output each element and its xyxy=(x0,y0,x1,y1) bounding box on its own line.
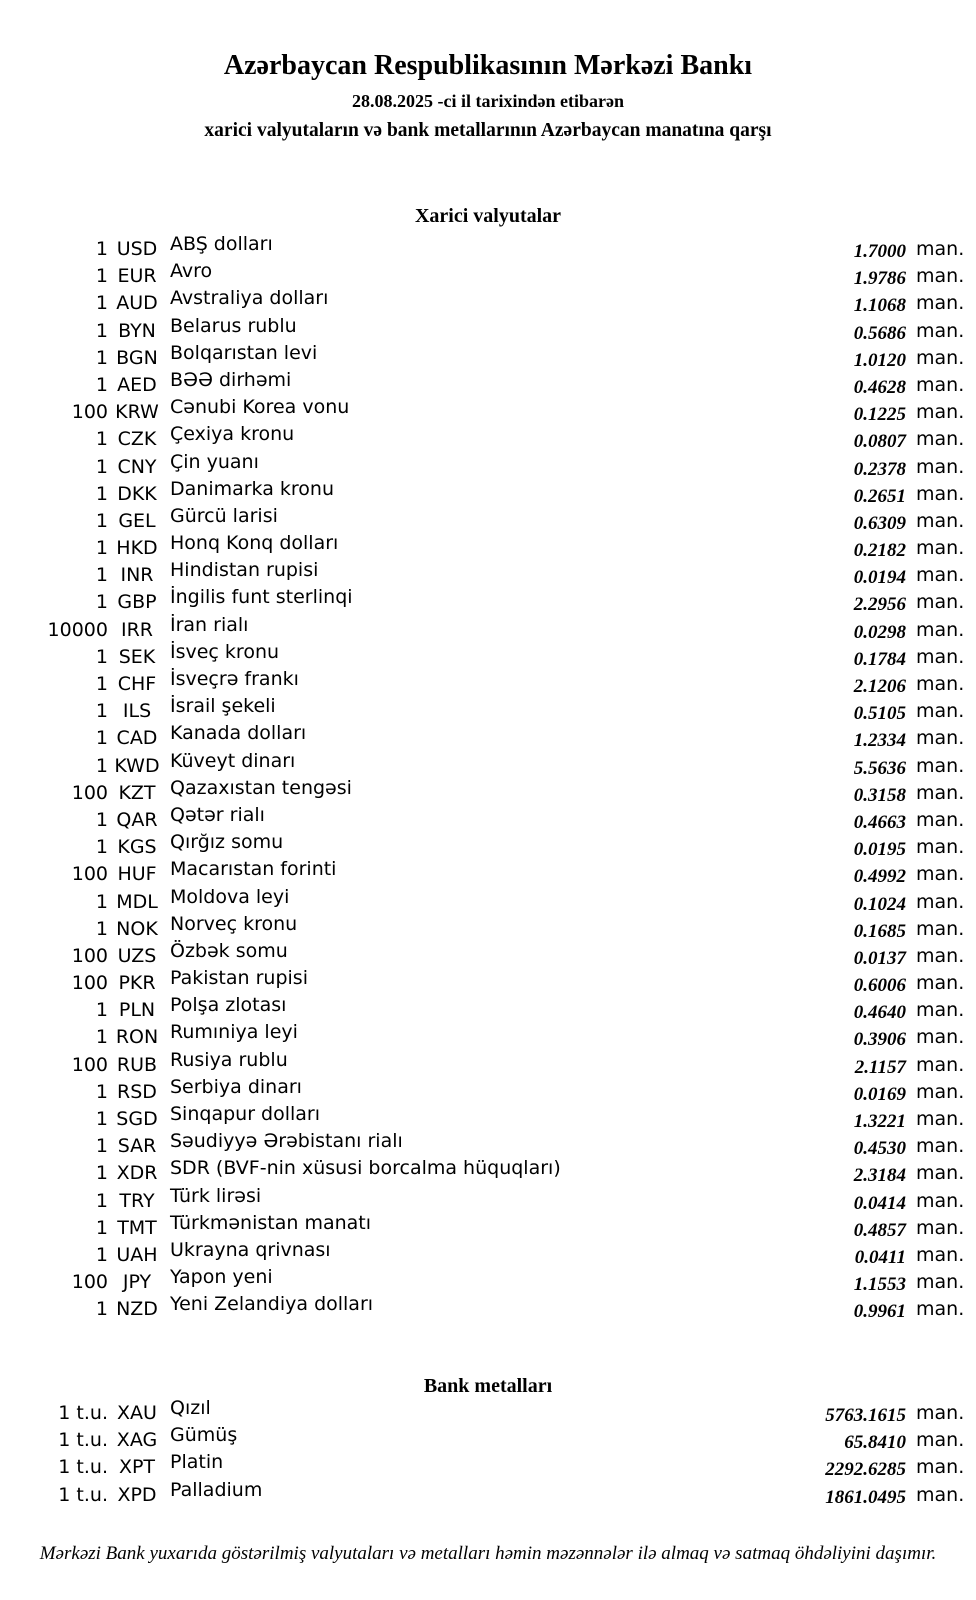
unit-label: man. xyxy=(916,754,965,777)
rate-value: 0.6309 xyxy=(853,512,906,534)
unit-label: man. xyxy=(916,537,965,560)
currency-code: BGN xyxy=(116,346,158,369)
currency-code: RUB xyxy=(116,1053,158,1076)
unit-label: man. xyxy=(916,591,965,614)
currency-name: Özbək somu xyxy=(170,939,288,962)
unit-label: man. xyxy=(916,401,965,424)
currency-name: Avro xyxy=(170,260,213,283)
quantity: 100 xyxy=(71,401,108,424)
rate-value: 0.0137 xyxy=(853,947,906,969)
currency-name: Bolqarıstan levi xyxy=(170,341,318,364)
rate-value: 0.0194 xyxy=(853,567,906,589)
unit-label: man. xyxy=(916,1189,965,1212)
currency-name: Küveyt dinarı xyxy=(170,749,296,772)
currency-name: Pakistan rupisi xyxy=(170,967,308,990)
currency-code: NOK xyxy=(116,917,158,940)
unit-label: man. xyxy=(916,700,965,723)
currency-code: SGD xyxy=(116,1108,158,1130)
rate-value: 1.2334 xyxy=(853,730,906,752)
currency-name: İngilis funt sterlinqi xyxy=(170,586,353,609)
quantity: 10000 xyxy=(47,618,108,641)
currency-name: Səudiyyə Ərəbistanı rialı xyxy=(170,1130,403,1153)
currency-code: XPT xyxy=(118,1456,156,1479)
currency-code: KZT xyxy=(118,781,156,804)
rate-value: 0.4857 xyxy=(853,1219,906,1241)
quantity: 1 t.u. xyxy=(58,1483,108,1506)
currency-name: Çexiya kronu xyxy=(170,423,295,446)
currency-name: Gümüş xyxy=(170,1424,238,1447)
rate-value: 0.2651 xyxy=(853,485,906,507)
currency-code: XDR xyxy=(116,1162,158,1185)
currency-code: INR xyxy=(120,564,154,587)
quantity: 1 xyxy=(95,700,108,723)
unit-label: man. xyxy=(916,972,965,995)
rate-value: 1.3221 xyxy=(853,1111,906,1132)
unit-label: man. xyxy=(916,1243,965,1266)
quantity: 1 xyxy=(95,754,108,777)
currency-code: KWD xyxy=(114,754,160,777)
quantity: 100 xyxy=(71,863,108,886)
unit-label: man. xyxy=(916,863,965,886)
quantity: 1 xyxy=(95,1135,108,1158)
unit-label: man. xyxy=(916,808,965,831)
unit-label: man. xyxy=(916,1026,965,1049)
rate-value: 0.9961 xyxy=(853,1301,906,1323)
currency-name: Serbiya dinarı xyxy=(170,1075,302,1098)
currency-name: SDR (BVF-nin xüsusi borcalma hüquqları) xyxy=(170,1157,561,1180)
currency-code: XAU xyxy=(117,1402,157,1424)
quantity: 1 xyxy=(95,836,108,859)
quantity: 1 xyxy=(95,1243,108,1266)
currency-code: JPY xyxy=(122,1271,152,1294)
currency-name: Sinqapur dolları xyxy=(170,1103,321,1125)
currency-name: Norveç kronu xyxy=(170,912,298,935)
currency-name: İran rialı xyxy=(170,613,249,636)
quantity: 1 xyxy=(95,265,108,288)
quantity: 1 xyxy=(95,727,108,750)
currency-name: İsveç kronu xyxy=(170,640,280,663)
quantity: 1 xyxy=(95,1189,108,1212)
rate-value: 2.2956 xyxy=(853,594,906,616)
unit-label: man. xyxy=(916,917,965,940)
unit-label: man. xyxy=(916,673,965,695)
unit-label: man. xyxy=(916,1483,965,1506)
currency-name: Türkmənistan manatı xyxy=(170,1211,372,1234)
currency-name: BƏƏ dirhəmi xyxy=(170,368,292,391)
unit-label: man. xyxy=(916,482,965,505)
currency-name: Rumıniya leyi xyxy=(170,1021,298,1044)
unit-label: man. xyxy=(916,509,965,532)
currency-name: İsrail şekeli xyxy=(170,695,276,718)
unit-label: man. xyxy=(916,1108,965,1130)
currency-code: CNY xyxy=(117,455,157,478)
rate-value: 0.4640 xyxy=(853,1002,906,1024)
currency-name: Türk lirəsi xyxy=(170,1184,262,1207)
rate-value: 0.3906 xyxy=(853,1029,906,1051)
unit-label: man. xyxy=(916,645,965,668)
rate-value: 0.1685 xyxy=(853,920,906,942)
rate-row xyxy=(0,1293,976,1323)
rate-value: 0.1225 xyxy=(853,404,906,426)
rate-value: 0.3158 xyxy=(853,784,906,806)
unit-label: man. xyxy=(916,428,965,451)
currency-code: UZS xyxy=(117,944,157,967)
quantity: 1 xyxy=(95,373,108,396)
rate-row xyxy=(0,1478,976,1509)
currency-name: Rusiya rublu xyxy=(170,1048,288,1071)
rate-value: 0.4992 xyxy=(853,866,906,888)
page-title: Azərbaycan Respublikasının Mərkəzi Bankı xyxy=(223,50,753,81)
currency-code: USD xyxy=(116,238,158,260)
rate-value: 0.0195 xyxy=(853,839,906,861)
currency-code: RON xyxy=(115,1026,159,1049)
currency-code: GBP xyxy=(117,591,157,614)
unit-label: man. xyxy=(916,1216,965,1239)
unit-label: man. xyxy=(916,346,965,369)
currency-name: Çin yuanı xyxy=(170,450,259,473)
rate-value: 1.7000 xyxy=(853,241,906,262)
currency-code: IRR xyxy=(120,618,153,641)
currency-code: MDL xyxy=(116,890,158,913)
rate-value: 0.2378 xyxy=(853,458,906,480)
currency-name: Qırğız somu xyxy=(170,831,284,854)
rate-value: 5763.1615 xyxy=(825,1405,906,1426)
currency-code: RSD xyxy=(117,1080,157,1103)
rate-value: 0.5686 xyxy=(853,322,906,344)
currency-name: Yapon yeni xyxy=(170,1266,273,1289)
quantity: 1 xyxy=(95,1026,108,1049)
unit-label: man. xyxy=(916,1402,965,1424)
unit-label: man. xyxy=(916,1080,965,1103)
currency-name: Qızıl xyxy=(170,1397,211,1419)
rate-value: 1.0120 xyxy=(853,349,906,371)
rate-value: 5.5636 xyxy=(853,757,906,779)
rate-value: 0.1784 xyxy=(853,648,906,670)
currency-code: KRW xyxy=(115,401,159,424)
currency-name: Qazaxıstan tengəsi xyxy=(170,776,352,799)
currency-code: PLN xyxy=(118,999,156,1022)
rate-value: 1.9786 xyxy=(853,268,906,290)
quantity: 1 xyxy=(95,346,108,369)
quantity: 100 xyxy=(71,972,108,995)
currencies-section-title: Xarici valyutalar xyxy=(414,205,562,227)
quantity: 1 xyxy=(95,292,108,315)
unit-label: man. xyxy=(916,1456,965,1479)
rate-value: 0.0807 xyxy=(853,431,906,453)
rate-value: 0.2182 xyxy=(853,540,906,562)
metals-table xyxy=(0,1397,976,1509)
rate-value: 0.4628 xyxy=(853,376,906,398)
currency-name: Avstraliya dolları xyxy=(170,287,329,310)
quantity: 1 xyxy=(95,455,108,478)
unit-label: man. xyxy=(916,890,965,913)
rate-value: 2.1157 xyxy=(854,1056,906,1078)
quantity: 1 xyxy=(95,509,108,532)
rate-value: 2292.6285 xyxy=(825,1459,906,1481)
rate-value: 0.1024 xyxy=(853,893,906,915)
currency-code: TMT xyxy=(117,1216,157,1239)
currency-code: TRY xyxy=(119,1189,155,1212)
rate-value: 0.4663 xyxy=(853,811,906,833)
quantity: 100 xyxy=(71,944,108,967)
unit-label: man. xyxy=(916,564,965,587)
obligation-note: Mərkəzi Bank yuxarıda göstərilmiş valyutaları və metalları həmin məzənnələr ilə almaq və satmaq öhdəliyini daşımır. xyxy=(39,1543,937,1564)
quantity: 1 xyxy=(95,999,108,1022)
rate-value: 1861.0495 xyxy=(825,1486,906,1508)
currency-code: NZD xyxy=(116,1298,158,1321)
rate-value: 2.1206 xyxy=(853,676,906,697)
quantity: 1 t.u. xyxy=(58,1402,108,1424)
effective-date-line: 28.08.2025 -ci il tarixindən etibarən xyxy=(352,91,624,111)
rate-value: 0.4530 xyxy=(853,1138,906,1160)
quantity: 1 xyxy=(95,1108,108,1130)
unit-label: man. xyxy=(916,373,965,396)
unit-label: man. xyxy=(916,944,965,967)
currency-name: Platin xyxy=(170,1451,224,1474)
rate-value: 0.0414 xyxy=(853,1192,906,1214)
quantity: 100 xyxy=(71,781,108,804)
currency-code: UAH xyxy=(116,1243,158,1266)
quantity: 1 xyxy=(95,917,108,940)
quantity: 1 xyxy=(95,591,108,614)
unit-label: man. xyxy=(916,1429,965,1452)
currency-code: SEK xyxy=(118,645,156,668)
quantity: 1 xyxy=(95,890,108,913)
unit-label: man. xyxy=(916,455,965,478)
currency-code: HKD xyxy=(116,537,158,560)
currency-code: QAR xyxy=(116,808,158,831)
quantity: 1 xyxy=(95,238,108,260)
currency-name: Polşa zlotası xyxy=(170,994,287,1017)
currency-name: Yeni Zelandiya dolları xyxy=(170,1293,374,1316)
currency-name: Hindistan rupisi xyxy=(170,559,319,582)
unit-label: man. xyxy=(916,1162,965,1185)
quantity: 1 xyxy=(95,1216,108,1239)
currencies-table xyxy=(0,233,976,1324)
quantity: 1 t.u. xyxy=(58,1456,108,1479)
currency-code: CHF xyxy=(117,673,157,695)
quantity: 1 t.u. xyxy=(58,1429,108,1452)
currency-name: Macarıstan forinti xyxy=(170,858,337,881)
unit-label: man. xyxy=(916,265,965,288)
currency-name: Kanada dolları xyxy=(170,722,307,745)
currency-code: SAR xyxy=(117,1135,157,1158)
currency-code: ILS xyxy=(122,700,152,723)
page-subtitle: xarici valyutaların və bank metallarının Azərbaycan manatına qarşı xyxy=(204,120,772,141)
currency-name: Honq Konq dolları xyxy=(170,532,339,555)
currency-name: Palladium xyxy=(170,1478,263,1501)
quantity: 1 xyxy=(95,1162,108,1185)
currency-code: KGS xyxy=(117,836,157,859)
quantity: 100 xyxy=(71,1271,108,1294)
currency-code: CAD xyxy=(116,727,158,750)
currency-code: EUR xyxy=(117,265,157,288)
currency-name: Moldova leyi xyxy=(170,885,290,908)
unit-label: man. xyxy=(916,1298,965,1321)
unit-label: man. xyxy=(916,1135,965,1158)
currency-name: Belarus rublu xyxy=(170,314,297,337)
currency-name: Cənubi Korea vonu xyxy=(170,396,350,419)
rate-value: 2.3184 xyxy=(853,1165,906,1187)
rate-value: 0.0411 xyxy=(854,1246,906,1268)
unit-label: man. xyxy=(916,292,965,315)
rate-value: 0.5105 xyxy=(853,703,906,725)
currency-code: AED xyxy=(117,373,157,396)
currency-code: XPD xyxy=(117,1483,157,1506)
unit-label: man. xyxy=(916,781,965,804)
quantity: 1 xyxy=(95,673,108,695)
unit-label: man. xyxy=(916,1053,965,1076)
currency-name: Danimarka kronu xyxy=(170,477,335,500)
currency-name: Qətər rialı xyxy=(170,803,265,826)
currency-name: Gürcü larisi xyxy=(170,504,278,527)
currency-code: XAG xyxy=(116,1429,158,1452)
currency-code: HUF xyxy=(117,863,157,886)
metals-section-title: Bank metalları xyxy=(423,1375,553,1397)
quantity: 1 xyxy=(95,1080,108,1103)
quantity: 1 xyxy=(95,564,108,587)
currency-code: CZK xyxy=(117,428,157,451)
quantity: 1 xyxy=(95,537,108,560)
rate-value: 0.0169 xyxy=(853,1083,906,1105)
unit-label: man. xyxy=(916,1271,965,1294)
currency-code: AUD xyxy=(116,292,158,315)
currency-name: ABŞ dolları xyxy=(170,233,273,255)
rate-value: 1.1068 xyxy=(853,295,906,317)
rate-value: 1.1553 xyxy=(853,1274,906,1296)
currency-code: DKK xyxy=(117,482,157,505)
rate-value: 65.8410 xyxy=(844,1432,906,1454)
unit-label: man. xyxy=(916,238,965,260)
unit-label: man. xyxy=(916,618,965,641)
unit-label: man. xyxy=(916,727,965,750)
quantity: 1 xyxy=(95,808,108,831)
rate-value: 0.0298 xyxy=(853,621,906,643)
unit-label: man. xyxy=(916,836,965,859)
quantity: 1 xyxy=(95,428,108,451)
unit-label: man. xyxy=(916,319,965,342)
quantity: 1 xyxy=(95,645,108,668)
currency-name: İsveçrə frankı xyxy=(170,668,299,690)
quantity: 100 xyxy=(71,1053,108,1076)
currency-code: GEL xyxy=(118,509,156,532)
quantity: 1 xyxy=(95,1298,108,1321)
currency-name: Ukrayna qrivnası xyxy=(170,1238,331,1261)
quantity: 1 xyxy=(95,319,108,342)
quantity: 1 xyxy=(95,482,108,505)
currency-code: PKR xyxy=(118,972,156,995)
currency-code: BYN xyxy=(118,319,156,342)
rate-value: 0.6006 xyxy=(853,975,906,997)
unit-label: man. xyxy=(916,999,965,1022)
